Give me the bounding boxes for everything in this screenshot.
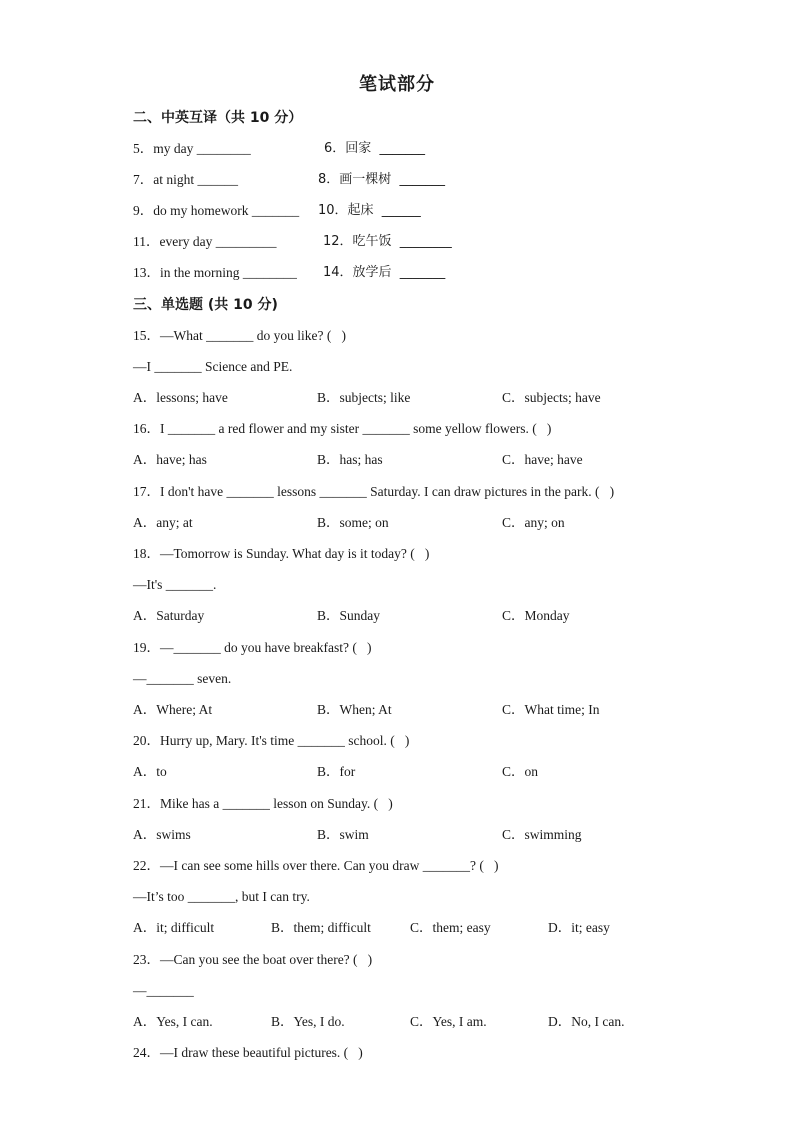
option-b: B．When; At <box>317 702 392 717</box>
dialogue-line: —_______ seven. <box>133 671 232 686</box>
option-b: B．Sunday <box>317 608 381 623</box>
translation-item-cn: 10．起床 ______ <box>318 203 421 218</box>
translation-item-cn: 6．回家 _______ <box>324 141 426 156</box>
question-stem: 15．—What _______ do you like? ( ) <box>133 328 346 343</box>
option-b: B．them; difficult <box>271 920 371 935</box>
option-a: A．Yes, I can. <box>133 1014 213 1029</box>
question-stem: 24．—I draw these beautiful pictures. ( ) <box>133 1045 363 1060</box>
translation-item-cn: 12．吃午饭 ________ <box>323 234 452 249</box>
option-a: A．have; has <box>133 452 207 467</box>
section-heading-translation: 二、中英互译（共 10 分） <box>133 110 303 126</box>
question-stem: 20．Hurry up, Mary. It's time _______ school. ( ) <box>133 733 410 748</box>
translation-item-en: 5．my day ________ <box>133 141 251 156</box>
option-c: C．any; on <box>502 515 565 530</box>
dialogue-line: —_______ <box>133 983 194 998</box>
option-d: D．No, I can. <box>548 1014 625 1029</box>
translation-item-en: 7．at night ______ <box>133 172 238 187</box>
question-stem: 17．I don't have _______ lessons _______ Saturday. I can draw pictures in the park. ( ) <box>133 484 615 499</box>
question-stem: 16．I _______ a red flower and my sister _______ some yellow flowers. ( ) <box>133 421 552 436</box>
option-c: C．subjects; have <box>502 390 601 405</box>
option-d: D．it; easy <box>548 920 610 935</box>
translation-item-cn: 8．画一棵树 _______ <box>318 172 446 187</box>
translation-item-en: 11．every day _________ <box>133 234 277 249</box>
option-c: C．Monday <box>502 608 570 623</box>
option-b: B．has; has <box>317 452 383 467</box>
option-a: A．Where; At <box>133 702 213 717</box>
question-stem: 21．Mike has a _______ lesson on Sunday. ( ) <box>133 796 393 811</box>
option-a: A．it; difficult <box>133 920 215 935</box>
question-stem: 23．—Can you see the boat over there? ( ) <box>133 952 373 967</box>
option-b: B．subjects; like <box>317 390 411 405</box>
question-stem: 22．—I can see some hills over there. Can you draw _______? ( ) <box>133 858 499 873</box>
dialogue-line: —I _______ Science and PE. <box>133 359 293 374</box>
translation-item-cn: 14．放学后 _______ <box>323 265 446 280</box>
option-a: A．Saturday <box>133 608 205 623</box>
translation-item-en: 13．in the morning ________ <box>133 265 297 280</box>
option-a: A．lessons; have <box>133 390 228 405</box>
option-c: C．have; have <box>502 452 583 467</box>
option-c: C．on <box>502 764 539 779</box>
option-b: B．Yes, I do. <box>271 1014 345 1029</box>
option-c: C．What time; In <box>502 702 600 717</box>
option-a: A．any; at <box>133 515 193 530</box>
page-title: 笔试部分 <box>359 74 435 95</box>
option-c: C．swimming <box>502 827 582 842</box>
option-b: B．for <box>317 764 356 779</box>
dialogue-line: —It’s too _______, but I can try. <box>133 889 310 904</box>
option-c: C．Yes, I am. <box>410 1014 487 1029</box>
option-b: B．swim <box>317 827 369 842</box>
option-a: A．to <box>133 764 167 779</box>
question-stem: 18．—Tomorrow is Sunday. What day is it today? ( ) <box>133 546 430 561</box>
option-c: C．them; easy <box>410 920 491 935</box>
question-stem: 19．—_______ do you have breakfast? ( ) <box>133 640 372 655</box>
section-heading-multiple-choice: 三、单选题 (共 10 分) <box>133 297 278 313</box>
option-a: A．swims <box>133 827 191 842</box>
option-b: B．some; on <box>317 515 389 530</box>
translation-item-en: 9．do my homework _______ <box>133 203 300 218</box>
dialogue-line: —It's _______. <box>133 577 217 592</box>
